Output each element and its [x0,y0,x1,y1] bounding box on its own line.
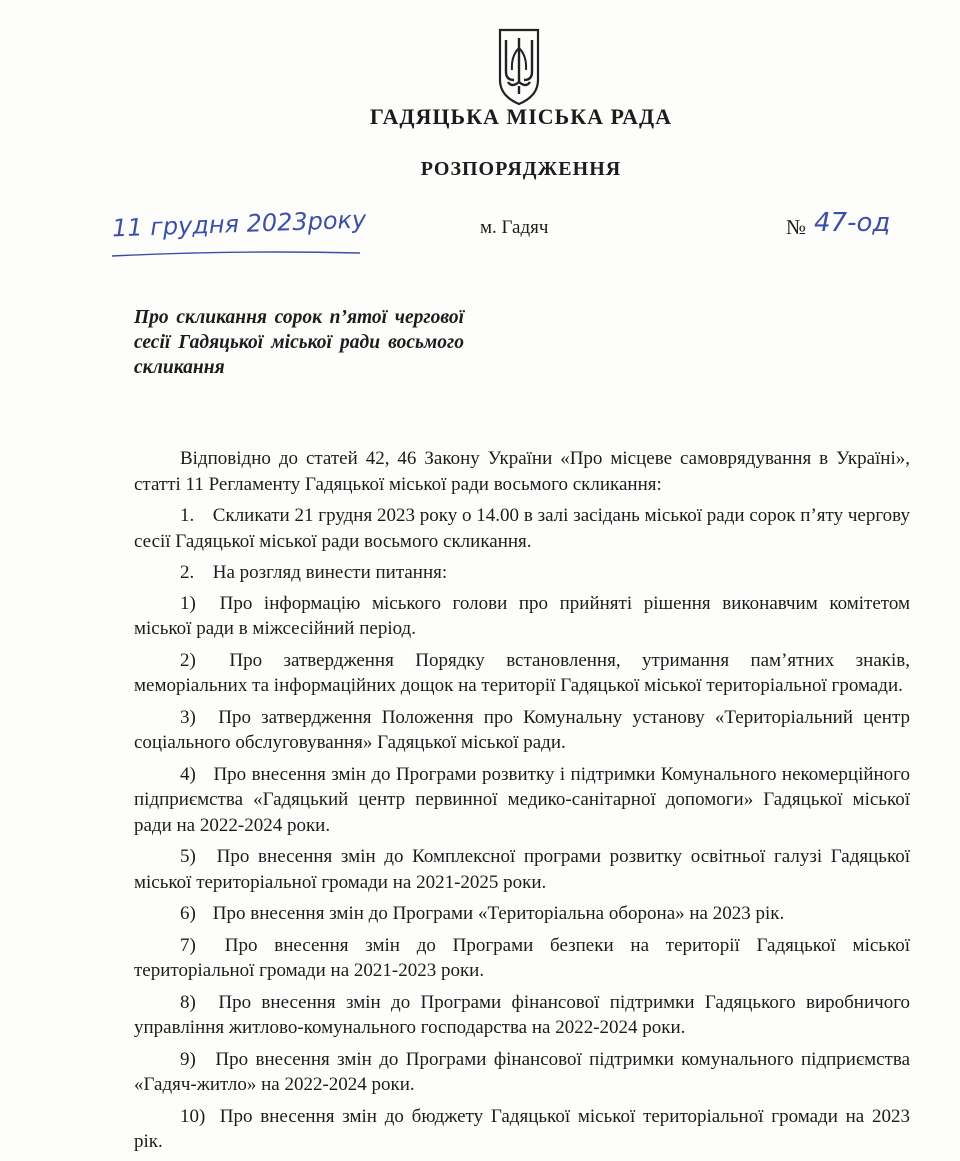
agenda-item-label: 6) [180,903,196,924]
agenda-item-text: Про внесення змін до Програми розвитку і підтримки Комунального некомерційного підприємства «Гадяцький центр первинної медико-санітарної допомоги» Гадяцької міської ради на 2022-2024 роки. [134,763,910,836]
document-type: РОЗПОРЯДЖЕННЯ [420,158,622,180]
document-body [134,446,910,1161]
agenda-item-text: Про внесення змін до Програми «Територіальна оборона» на 2023 рік. [212,903,785,924]
agenda-item-text: Про затвердження Положення про Комунальну установу «Територіальний центр соціального обслуговування» Гадяцької міської ради. [134,706,910,753]
agenda-item-label: 9) [180,1048,196,1070]
agenda-item-text: Про інформацію міського голови про прийняті рішення виконавчим комітетом міської ради в міжсесійний період. [134,592,911,639]
agenda-item-label: 5) [180,846,196,867]
intro-paragraph: Відповідно до статей 42, 46 Закону України «Про місцеве самоврядування в Україні», статті 11 Регламенту Гадяцької міської ради восьмого скликання: [134,448,910,495]
agenda-item-2 [134,648,910,699]
agenda-item-label: 4) [180,763,196,785]
agenda-item-text: Про внесення змін до Комплексної програми розвитку освітньої галузі Гадяцької міської територіальної громади на 2021-2025 роки. [134,846,910,893]
point-2 [134,560,910,586]
city-name: м. Гадяч [480,217,549,238]
point-1-label: 1. [180,505,195,526]
agenda-item-label: 1) [180,592,196,614]
point-2-label: 2. [180,562,195,583]
point-1 [134,503,910,554]
council-name: ГАДЯЦЬКА МІСЬКА РАДА [369,104,673,129]
handwritten-date: 11 грудня 2023року [111,205,367,243]
agenda-item-9 [134,1047,910,1098]
agenda-item-text: Про затвердження Порядку встановлення, утримання пам’ятних знаків, меморіальних та інформаційних дощок на території Гадяцької міської територіальної громади. [134,649,910,696]
agenda-item-text: Про внесення змін до Програми фінансової підтримки комунального підприємства «Гадяч-житло» на 2022-2024 роки. [134,1048,911,1095]
agenda-item-label: 7) [180,934,196,956]
agenda-item-label: 10) [180,1105,206,1127]
trident-emblem-icon [494,26,544,106]
agenda-item-label: 2) [180,649,196,671]
agenda-item-6 [134,901,910,927]
agenda-item-8 [134,990,910,1041]
agenda-item-3 [134,705,910,756]
agenda-item-5 [134,844,910,895]
document-subject: Про скликання сорок п’ятої чергової сесії Гадяцької міської ради восьмого скликання [134,307,464,378]
agenda-item-text: Про внесення змін до бюджету Гадяцької міської територіальної громади на 2023 рік. [134,1105,911,1152]
agenda-item-text: Про внесення змін до Програми безпеки на території Гадяцької міської територіальної громади на 2021-2023 роки. [134,934,910,981]
agenda-item-1 [134,591,910,642]
agenda-item-7 [134,933,910,984]
point-1-text: Скликати 21 грудня 2023 року о 14.00 в залі засідань міської ради сорок п’яту чергову сесії Гадяцької міської ради восьмого скликання. [134,505,911,552]
point-2-text: На розгляд винести питання: [212,562,448,583]
handwritten-number: 47-од [814,208,891,238]
agenda-item-label: 3) [180,706,196,728]
agenda-item-text: Про внесення змін до Програми фінансової підтримки Гадяцького виробничого управління житлово-комунального господарства на 2022-2024 роки. [134,991,911,1038]
agenda-item-4 [134,762,910,839]
number-sign: № [786,215,807,239]
agenda-item-label: 8) [180,991,196,1013]
date-underline [112,250,362,260]
